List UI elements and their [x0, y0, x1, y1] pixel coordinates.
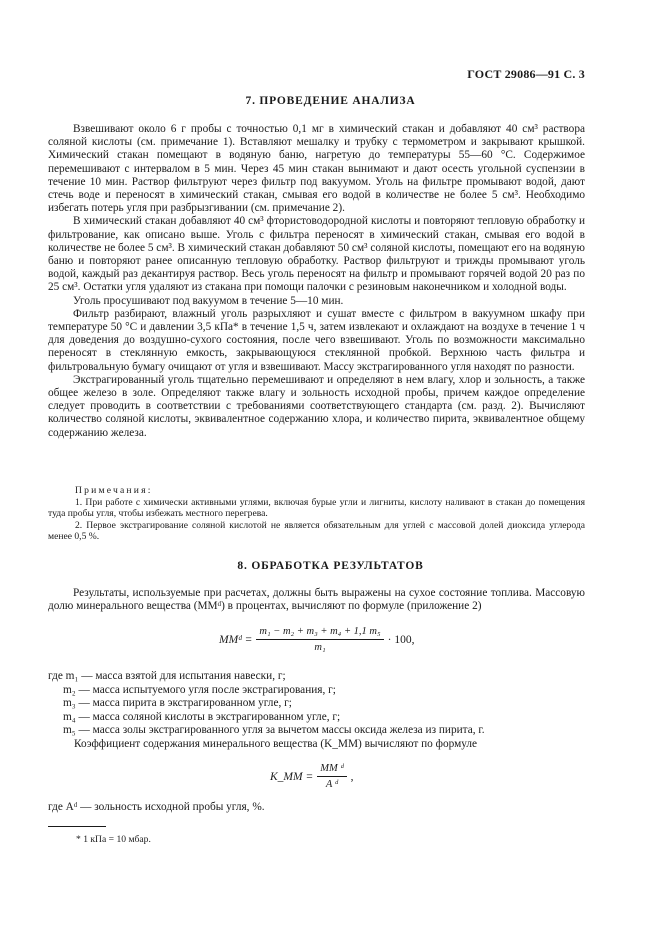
formula-fraction	[256, 626, 383, 653]
variable-m4: m₄ — масса соляной кислоты в экстрагированном угле, г;	[63, 710, 341, 723]
variable-m1-text: m₁ — масса взятой для испытания навески, г;	[65, 670, 286, 682]
formula-coefficient	[270, 763, 353, 790]
section-7-title: 7. ПРОВЕДЕНИЕ АНАЛИЗА	[245, 95, 416, 107]
section-8-intro	[48, 587, 585, 613]
formula2-numerator: MM ᵈ	[317, 763, 346, 777]
notes-heading: Примечания:	[75, 485, 153, 496]
coefficient-text: Коэффициент содержания минерального вещества (K_MM) вычисляют по формуле	[74, 737, 478, 750]
notes-block	[48, 485, 585, 543]
formula-denominator: m₁	[314, 642, 326, 653]
paragraph-hf-treatment: В химический стакан добавляют 40 см³ фтористоводородной кислоты и повторяют тепловую обработку и фильтрование, как описано выше. Уголь с фильтра переносят в химический стакан, смывая его водой в количестве не более 5 см³. В химический стакан добавляют 50 см³ соляной кислоты, помещают его на водяную баню и повторяют ранее описанную тепловую обработку. Раствор фильтруют и трижды промывают уголь водой, каждый раз декантируя раствор. Весь уголь переносят на фильтр и промывают горячей водой 20 раз по 25 см³. Остатки угля удаляют из стакана при помощи палочки с резиновым наконечником и холодной воды.	[48, 215, 585, 294]
section-7-body	[48, 123, 585, 440]
variable-definitions	[48, 670, 608, 752]
paragraph-results-intro: Результаты, используемые при расчетах, должны быть выражены на сухое состояние топлива. Массовую долю минерального вещества (MMᵈ) в процентах, вычисляют по формуле (приложение 2)	[48, 587, 585, 613]
page-header: ГОСТ 29086—91 С. 3	[467, 67, 585, 81]
formula-mineral-matter	[219, 626, 414, 653]
section-8-title: 8. ОБРАБОТКА РЕЗУЛЬТАТОВ	[237, 560, 424, 572]
footnote: * 1 кПа = 10 мбар.	[76, 834, 151, 845]
formula-lhs: MMᵈ =	[219, 633, 253, 646]
paragraph-weighing: Взвешивают около 6 г пробы с точностью 0,1 мг в химический стакан и добавляют 40 см³ раствора соляной кислоты (см. примечание 1). Вставляют мешалку и трубку с термометром и закрывают крышкой. Химический стакан помещают в водяную баню, нагретую до температуры 55—60 °C. Содержимое перемешивают с интервалом в 5 мин. Через 45 мин стакан вынимают и дают осесть угольной суспензии в течение 10 мин. Раствор фильтруют через фильтр под вакуумом. Уголь на фильтре промывают водой, дают стечь воде и переносят в химический стакан, смывая его водой в количестве не более 5 см³. Необходимо избегать потерь угля при разбрызгивании (см. примечание 2).	[48, 123, 585, 215]
formula-numerator: m₁ − m₂ + m₃ + m₄ + 1,1 m₅	[256, 626, 383, 640]
formula2-denominator: A ᵈ	[325, 779, 338, 790]
variable-m5: m₅ — масса золы экстрагированного угля за вычетом массы оксида железа из пирита, г.	[63, 724, 485, 737]
formula-tail: · 100,	[387, 633, 415, 646]
note-2: 2. Первое экстрагирование соляной кислотой не является обязательным для углей с массовой долей диоксида углерода менее 0,5 %.	[48, 519, 585, 543]
formula2-lhs: K_MM =	[270, 770, 314, 783]
paragraph-filter-drying: Фильтр разбирают, влажный уголь разрыхляют и сушат вместе с фильтром в вакуумном шкафу при температуре 50 °C и давлении 3,5 кПа* в течение 1,5 ч, затем извлекают и охлаждают на воздухе в течение 1 ч для доведения до воздушно-сухого состояния, после чего взвешивают. Уголь по возможности максимально переносят в стеклянную емкость, закрывающуюся стеклянной пробкой. Верхнюю часть фильтра и фильтровальную бумагу очищают от угля и взвешивают. Массу экстрагированного угля находят по разности.	[48, 307, 585, 373]
ash-definition: где Aᵈ — зольность исходной пробы угля, %.	[48, 801, 265, 813]
variable-m3: m₃ — масса пирита в экстрагированном угле, г;	[63, 697, 292, 710]
vars-lead: где	[48, 670, 63, 682]
note-1: 1. При работе с химически активными углями, включая бурые угли и лигниты, кислоту наливают в стакан до помещения туда пробы угля, чтобы избежать местного перегрева.	[48, 496, 585, 520]
formula2-fraction	[317, 763, 346, 790]
formula2-tail: ,	[350, 770, 354, 783]
paragraph-extracted-coal: Экстрагированный уголь тщательно перемешивают и определяют в нем влагу, хлор и зольность, а также общее железо в золе. Определяют также влагу и зольность исходной пробы, причем каждое определение следует проводить в соответствии с требованиями соответствующего стандарта (см. разд. 2). Вычисляют количество соляной кислоты, эквивалентное содержанию хлора, и количество пирита, эквивалентное общему содержанию железа.	[48, 373, 585, 439]
paragraph-vacuum-drying: Уголь просушивают под вакуумом в течение 5—10 мин.	[73, 294, 344, 307]
variable-m1	[48, 670, 608, 684]
variable-m2: m₂ — масса испытуемого угля после экстрагирования, г;	[63, 683, 336, 696]
footnote-divider	[48, 826, 106, 827]
